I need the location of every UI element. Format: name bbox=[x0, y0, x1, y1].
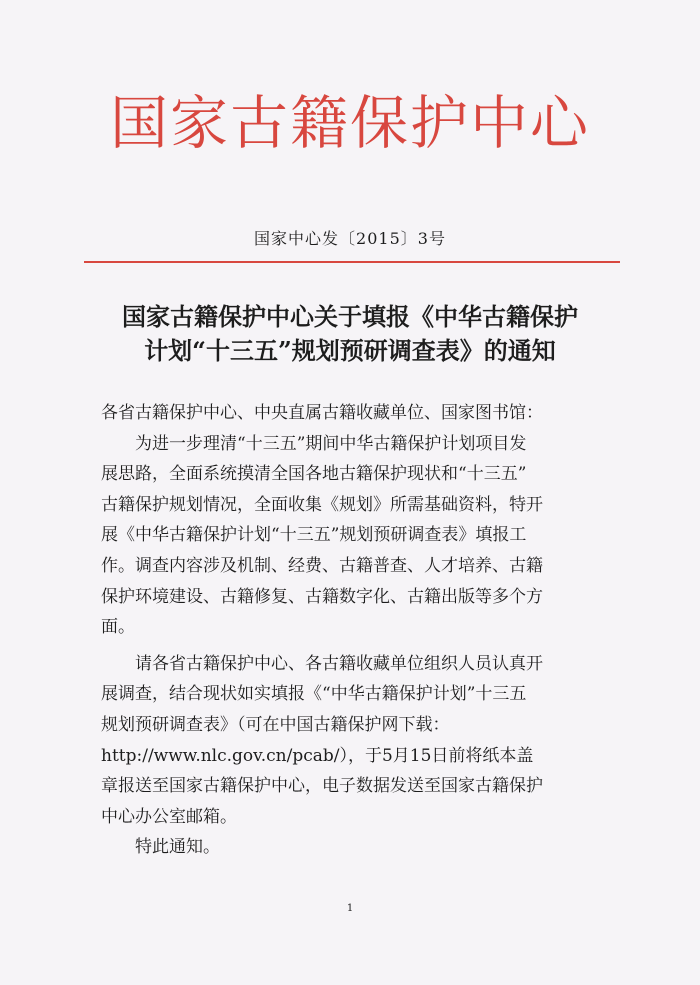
paragraph-line: 中心办公室邮箱。 bbox=[101, 806, 237, 827]
notice-title bbox=[70, 300, 630, 368]
paragraph-line: 为进一步理清“十三五”期间中华古籍保护计划项目发 bbox=[135, 433, 527, 454]
salutation: 各省古籍保护中心、中央直属古籍收藏单位、国家图书馆： bbox=[101, 403, 543, 423]
red-divider-line bbox=[84, 261, 620, 263]
paragraph-line: 保护环境建设、古籍修复、古籍数字化、古籍出版等多个方 bbox=[101, 586, 543, 607]
title-line: 国家古籍保护中心关于填报《中华古籍保护 bbox=[122, 302, 578, 331]
masthead: 国家古籍保护中心 bbox=[109, 89, 590, 157]
document-number: 国家中心发〔2015〕3号 bbox=[254, 229, 446, 248]
title-line: 计划“十三五”规划预研调查表》的通知 bbox=[144, 336, 556, 365]
paragraph-line: 面。 bbox=[101, 617, 135, 638]
paragraph-line: 展思路，全面系统摸清全国各地古籍保护现状和“十三五” bbox=[101, 464, 527, 485]
paragraph-line: 规划预研调查表》（可在中国古籍保护网下载： bbox=[101, 714, 450, 735]
paragraph-line: 请各省古籍保护中心、各古籍收藏单位组织人员认真开 bbox=[135, 653, 543, 674]
paragraph-line: 古籍保护规划情况，全面收集《规划》所需基础资料，特开 bbox=[101, 494, 543, 515]
paragraph-line: 作。调查内容涉及机制、经费、古籍普查、人才培养、古籍 bbox=[101, 555, 543, 576]
page-number: 1 bbox=[346, 903, 354, 914]
paragraph-line: 章报送至国家古籍保护中心，电子数据发送至国家古籍保护 bbox=[101, 776, 543, 797]
notice-body bbox=[101, 398, 601, 863]
paragraph-line: 展调查，结合现状如实填报《“中华古籍保护计划”十三五 bbox=[101, 684, 527, 705]
closing-line: 特此通知。 bbox=[135, 837, 220, 858]
download-url-line: http://www.nlc.gov.cn/pcab/），于5月15日前将纸本盖 bbox=[101, 745, 534, 766]
paragraph-line: 展《中华古籍保护计划“十三五”规划预研调查表》填报工 bbox=[101, 525, 527, 546]
